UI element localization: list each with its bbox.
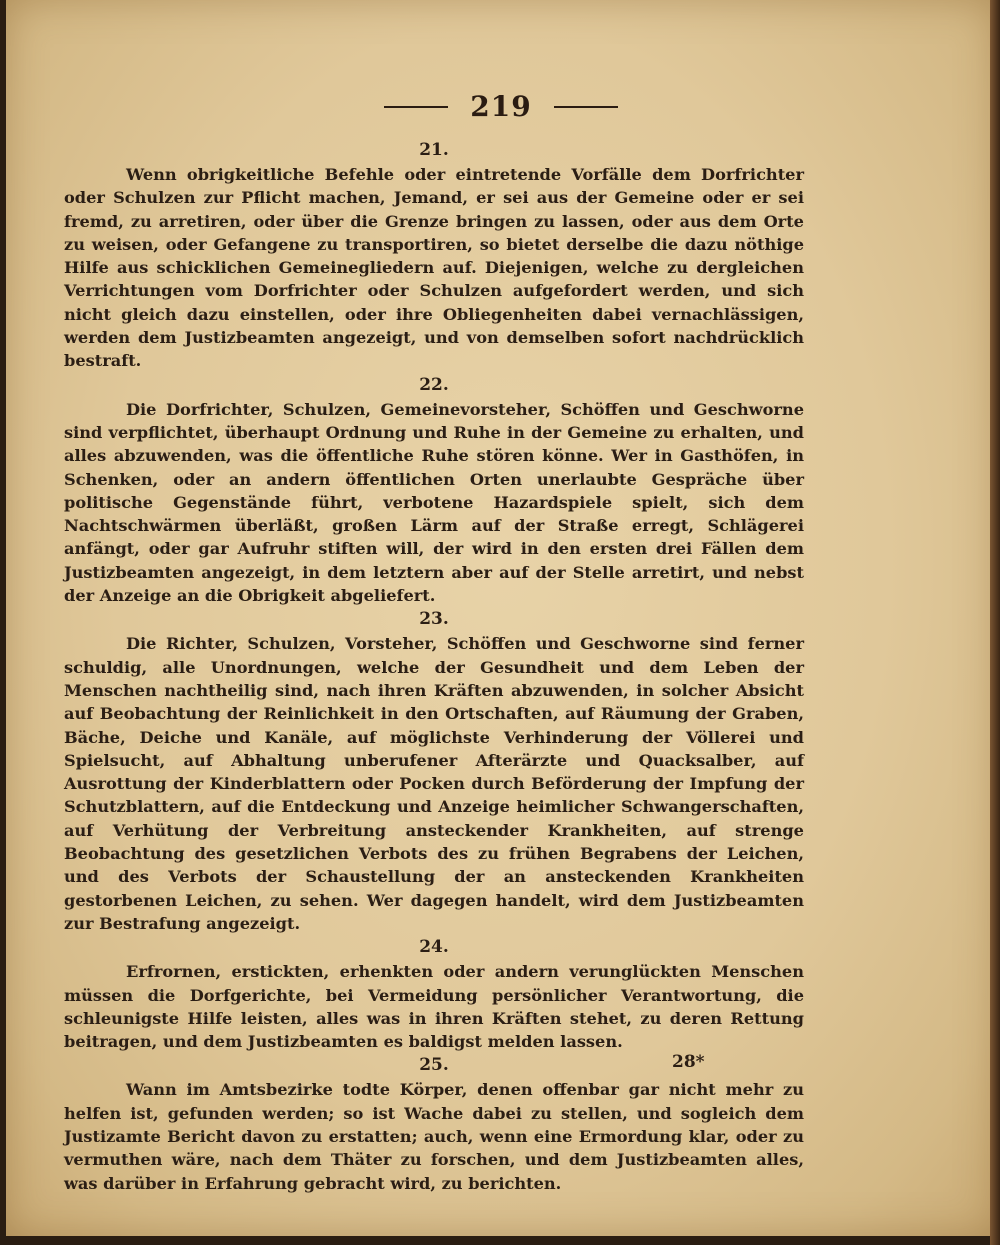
section-text: Die Richter, Schulzen, Vorsteher, Schöffen und Geschworne sind ferner schuldig, alle Unordnungen, welche der Gesundheit und dem Leben der Menschen nachtheilig sind, nach ihren Kräften abzuwenden, in solcher Absicht auf Beobachtung der Reinlichkeit in den Ortschaften, auf Räumung der Graben, Bäche, Deiche und Kanäle, auf möglichste Verhinderung der Völlerei und Spielsucht, auf Abhaltung unberufener Afterärzte und Quacksalber, auf Ausrottung der Kinderblattern oder Pocken durch Beförderung der Impfung der Schutzblattern, auf die Entdeckung und Anzeige heimlicher Schwangerschaften, auf Verhütung der Verbreitung ansteckender Krankheiten, auf strenge Beobachtung des gesetzlichen Verbots des zu frühen Begrabens der Leichen, und des Verbots der Schaustellung der an ansteckenden Krankheiten gestorbenen Leichen, zu sehen. Wer dagegen handelt, wird dem Justizbeamten zur Bestrafung angezeigt. — [64, 634, 804, 933]
section-22 — [64, 373, 804, 608]
scanned-page — [6, 0, 996, 1236]
section-24 — [64, 935, 804, 1053]
section-25 — [64, 1053, 804, 1194]
section-21 — [64, 138, 804, 373]
section-text: Die Dorfrichter, Schulzen, Gemeinevorsteher, Schöffen und Geschworne sind verpflichtet, überhaupt Ordnung und Ruhe in der Gemeine zu erhalten, und alles abzuwenden, was die öffentliche Ruhe stören könne. Wer in Gasthöfen, in Schenken, oder an andern öffentlichen Orten unerlaubte Gespräche über politische Gegenstände führt, verbotene Hazardspiele spielt, sich dem Nachtschwärmen überläßt, großen Lärm auf der Straße erregt, Schlägerei anfängt, oder gar Aufruhr stiften will, der wird in den ersten drei Fällen dem Justizbeamten angezeigt, in dem letztern aber auf der Stelle arretirt, und nebst der Anzeige an die Obrigkeit abgeliefert. — [64, 399, 804, 606]
section-number: 25. — [419, 1055, 449, 1076]
section-text: Erfrornen, erstickten, erhenkten oder andern verunglückten Menschen müssen die Dorfgerichte, bei Vermeidung persönlicher Verantwortung, die schleunigste Hilfe leisten, alles was in ihren Kräften stehet, zu deren Rettung beitragen, und dem Justizbeamten es baldigst melden lassen. — [64, 962, 804, 1052]
section-text: Wann im Amtsbezirke todte Körper, denen offenbar gar nicht mehr zu helfen ist, gefunden werden; so ist Wache dabei zu stellen, und sogleich dem Justizamte Bericht davon zu erstatten; auch, wenn eine Ermordung klar, oder zu vermuthen wäre, nach dem Thäter zu forschen, und dem Justizbeamten alles, was darüber in Erfahrung gebracht wird, zu berichten. — [64, 1080, 804, 1193]
signature-mark: 28* — [672, 1052, 705, 1072]
section-23 — [64, 607, 804, 935]
header-rule-right — [554, 106, 618, 108]
section-number: 22. — [419, 374, 449, 395]
section-text: Wenn obrigkeitliche Befehle oder eintretende Vorfälle dem Dorfrichter oder Schulzen zur Pflicht machen, Jemand, er sei aus der Gemeine oder er sei fremd, zu arretiren, oder über die Grenze bringen zu lassen, oder aus dem Orte zu weisen, oder Gefangene zu transportiren, so bietet derselbe die dazu nöthige Hilfe aus schicklichen Gemeinegliedern auf. Diejenigen, welche zu dergleichen Verrichtungen vom Dorfrichter oder Schulzen aufgefordert werden, und sich nicht gleich dazu einstellen, oder ihre Obliegenheiten dabei vernachlässigen, werden dem Justizbeamten angezeigt, und von demselben sofort nachdrücklich bestraft. — [64, 165, 804, 371]
page-body — [64, 138, 804, 1195]
header-rule-left — [384, 106, 448, 108]
page-number: 219 — [470, 90, 532, 123]
section-number: 23. — [419, 609, 449, 630]
section-number: 24. — [419, 937, 449, 958]
page-edge — [990, 0, 1000, 1245]
section-number: 21. — [419, 140, 449, 160]
page-header — [6, 90, 996, 123]
